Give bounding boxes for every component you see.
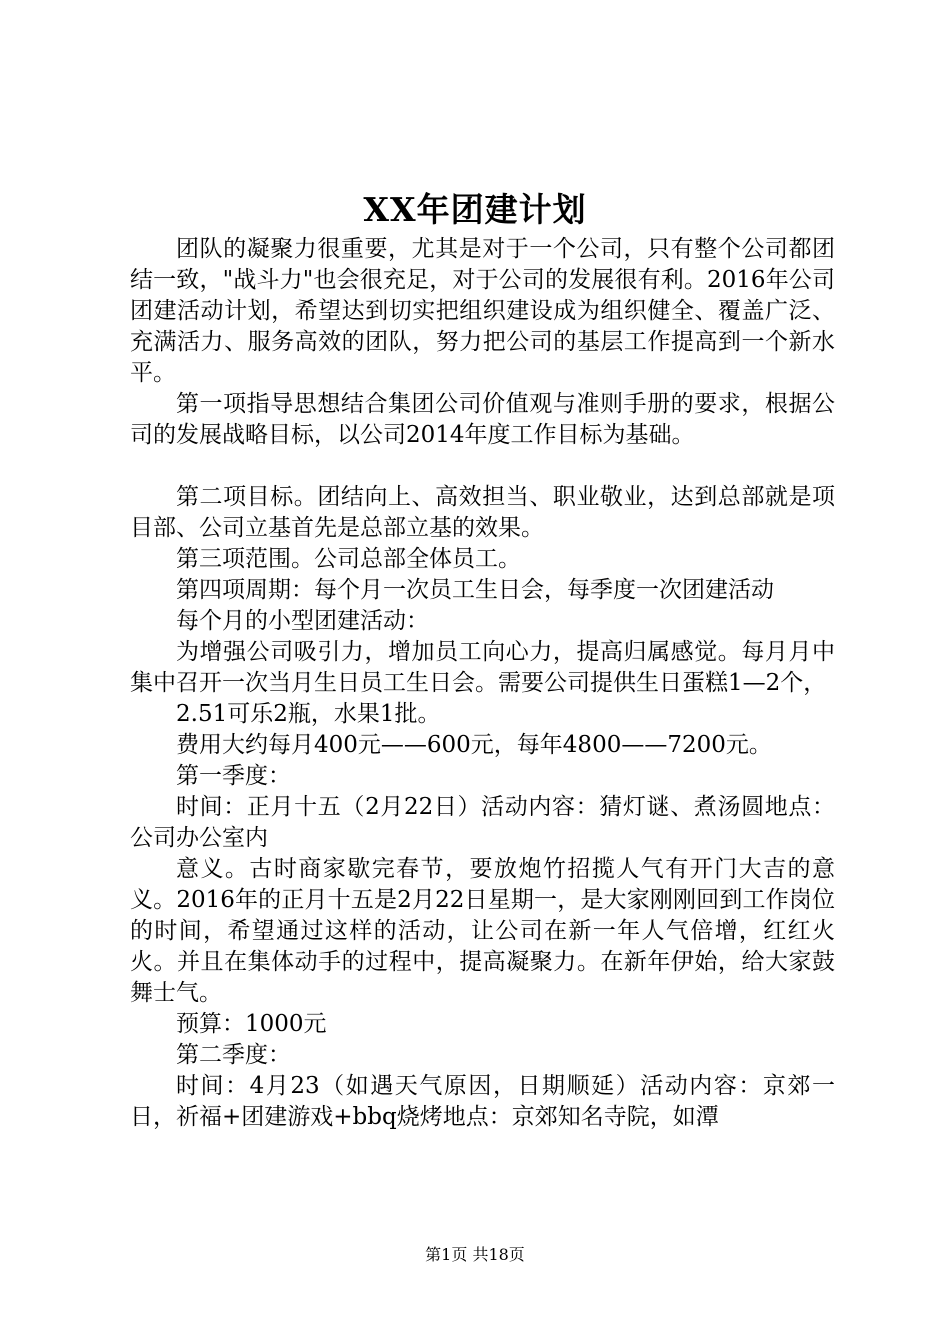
paragraph-q1-time: 时间：正月十五（2月22日）活动内容：猜灯谜、煮汤圆地点：公司办公室内 [130,794,835,851]
paragraph-q1-heading: 第一季度： [176,763,291,789]
paragraph-goal: 第二项目标。团结向上、高效担当、职业敬业，达到总部就是项目部、公司立基首先是总部立基的效果。 [130,484,835,541]
paragraph-monthly-cost: 费用大约每月400元——600元，每年4800——7200元。 [176,732,772,758]
document-title: XX年团建计划 [363,190,587,229]
paragraph-guiding-thought: 第一项指导思想结合集团公司价值观与准则手册的要求，根据公司的发展战略目标，以公司2014年度工作目标为基础。 [130,391,835,448]
document-body [130,234,835,1133]
paragraph-q2-time: 时间：4月23（如遇天气原因，日期顺延）活动内容：京郊一日，祈福+团建游戏+bbq烧烤地点：京郊知名寺院，如潭 [130,1073,835,1130]
paragraph-scope: 第三项范围。公司总部全体员工。 [176,546,521,572]
paragraph-monthly-items: 2.51可乐2瓶，水果1批。 [176,701,441,727]
paragraph-q1-meaning: 意义。古时商家歇完春节，要放炮竹招揽人气有开门大吉的意义。2016年的正月十五是2月22日星期一，是大家刚刚回到工作岗位的时间，希望通过这样的活动，让公司在新一年人气倍增，红红火火。并且在集体动手的过程中，提高凝聚力。在新年伊始，给大家鼓舞士气。 [130,856,835,1006]
page-footer: 第1页 共18页 [425,1245,525,1264]
paragraph-monthly-heading: 每个月的小型团建活动： [176,608,429,634]
paragraph-intro: 团队的凝聚力很重要，尤其是对于一个公司，只有整个公司都团结一致，"战斗力"也会很充足，对于公司的发展很有利。2016年公司团建活动计划，希望达到切实把组织建设成为组织健全、覆盖广泛、充满活力、服务高效的团队，努力把公司的基层工作提高到一个新水平。 [130,236,835,386]
paragraph-monthly-detail: 为增强公司吸引力，增加员工向心力，提高归属感觉。每月月中集中召开一次当月生日员工生日会。需要公司提供生日蛋糕1—2个， [130,639,835,696]
paragraph-q2-heading: 第二季度： [176,1042,291,1068]
paragraph-q1-budget: 预算：1000元 [176,1011,327,1037]
paragraph-period: 第四项周期：每个月一次员工生日会，每季度一次团建活动 [176,577,774,603]
